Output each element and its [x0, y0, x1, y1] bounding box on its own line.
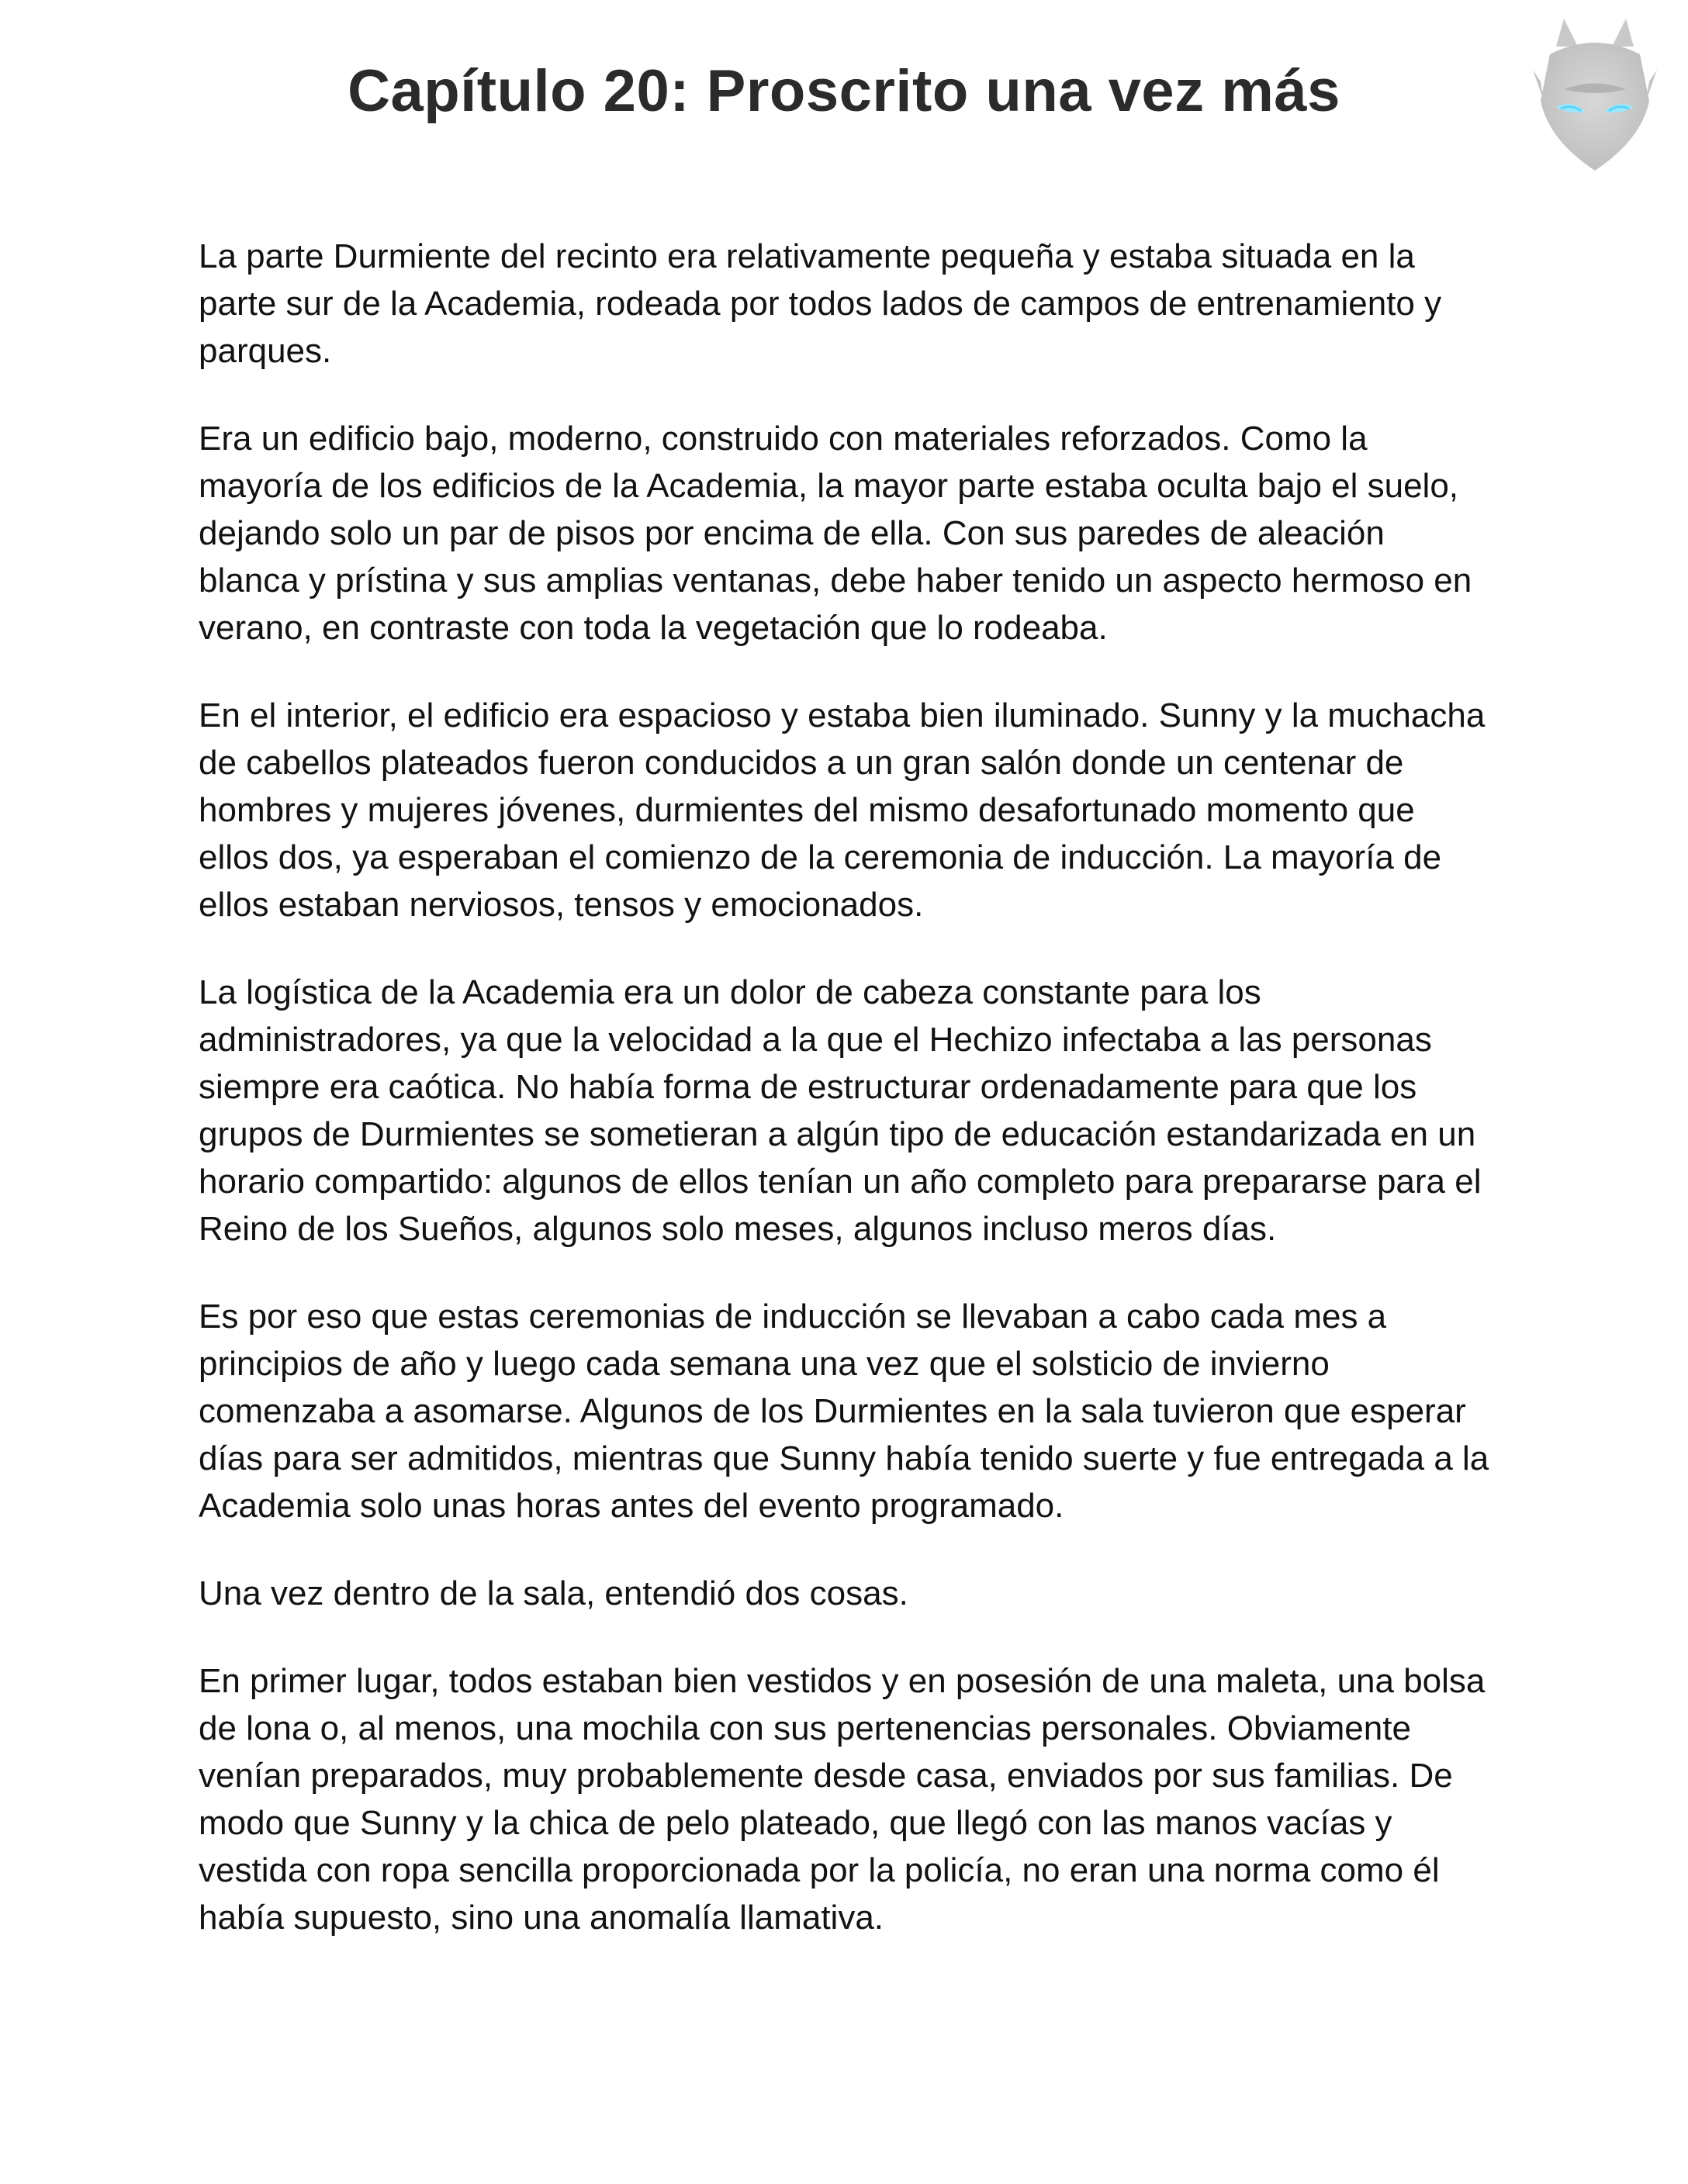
paragraph: En el interior, el edificio era espacioso y estaba bien iluminado. Sunny y la muchacha de cabellos plateados fueron conducidos a un gran salón donde un centenar de hombres y mujeres jóvenes, durmientes del mismo desafortunado momento que ellos dos, ya esperaban el comienzo de la ceremonia de inducción. La mayoría de ellos estaban nerviosos, tensos y emocionados. — [199, 696, 1486, 924]
chapter-body — [199, 233, 1489, 1982]
paragraph: Era un edificio bajo, moderno, construido con materiales reforzados. Como la mayoría de los edificios de la Academia, la mayor parte estaba oculta bajo el suelo, dejando solo un par de pisos por encima de ella. Con sus paredes de aleación blanca y prístina y sus amplias ventanas, debe haber tenido un aspecto hermoso en verano, en contraste con toda la vegetación que lo rodeaba. — [199, 420, 1472, 647]
demon-head-icon — [1533, 16, 1657, 178]
paragraph: En primer lugar, todos estaban bien vestidos y en posesión de una maleta, una bolsa de lona o, al menos, una mochila con sus pertenencias personales. Obviamente venían preparados, muy probablemente desde casa, enviados por sus familias. De modo que Sunny y la chica de pelo plateado, que llegó con las manos vacías y vestida con ropa sencilla proporcionada por la policía, no eran una norma como él había supuesto, sino una anomalía llamativa. — [199, 1662, 1486, 1937]
paragraph: La logística de la Academia era un dolor de cabeza constante para los administradores, ya que la velocidad a la que el Hechizo infectaba a las personas siempre era caótica. No había forma de estructurar ordenadamente para que los grupos de Durmientes se sometieran a algún tipo de educación estandarizada en un horario compartido: algunos de ellos tenían un año completo para prepararse para el Reino de los Sueños, algunos solo meses, algunos incluso meros días. — [199, 973, 1482, 1248]
paragraph: Es por eso que estas ceremonias de inducción se llevaban a cabo cada mes a principios de año y luego cada semana una vez que el solsticio de invierno comenzaba a asomarse. Algunos de los Durmientes en la sala tuvieron que esperar días para ser admitidos, mientras que Sunny había tenido suerte y fue entregada a la Academia solo unas horas antes del evento programado. — [199, 1298, 1489, 1525]
paragraph: La parte Durmiente del recinto era relativamente pequeña y estaba situada en la parte sur de la Academia, rodeada por todos lados de campos de entrenamiento y parques. — [199, 237, 1442, 370]
chapter-title: Capítulo 20: Proscrito una vez más — [348, 58, 1340, 124]
paragraph: Una vez dentro de la sala, entendió dos cosas. — [199, 1574, 908, 1612]
